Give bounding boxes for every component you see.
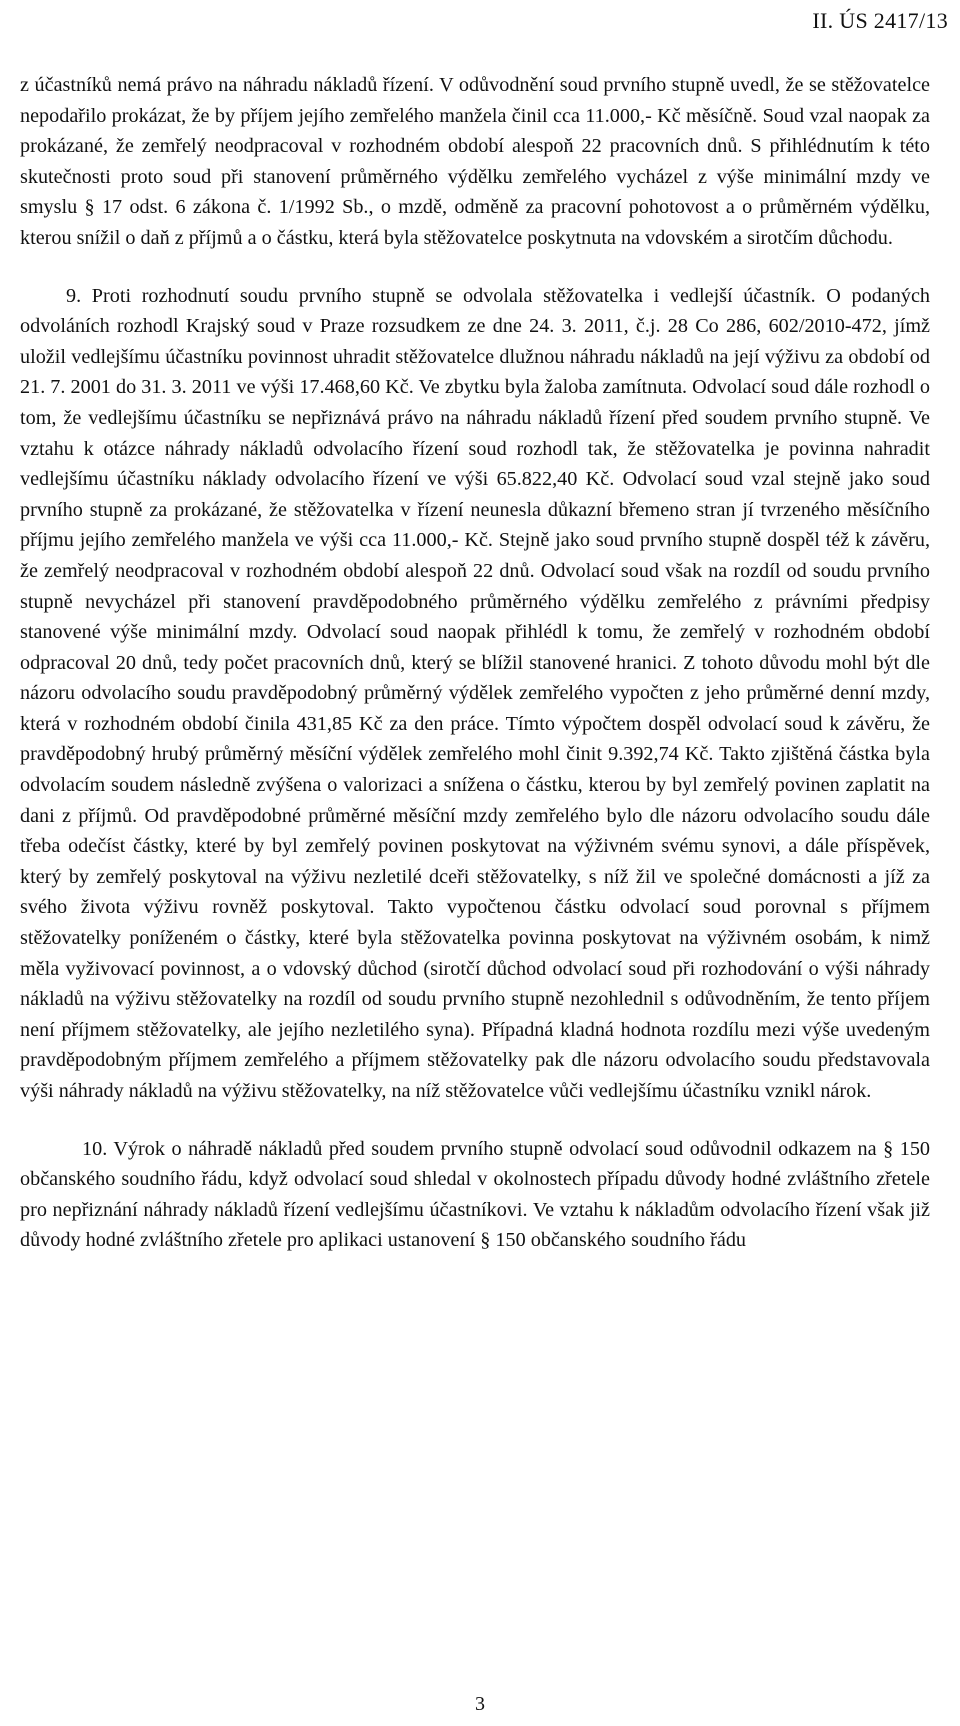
paragraph-9: 9. Proti rozhodnutí soudu prvního stupně se odvolala stěžovatelka i vedlejší účastník. O podaných odvoláních rozhodl Krajský soud v Praze rozsudkem ze dne 24. 3. 2011, č.j. 28 Co 286, 602/2010-472, jímž uložil vedlejšímu účastníku povinnost uhradit stěžovatelce dlužnou náhradu nákladů na její výživu za období od 21. 7. 2001 do 31. 3. 2011 ve výši 17.468,60 Kč. Ve zbytku byla žaloba zamítnuta. Odvolací soud dále rozhodl o tom, že vedlejšímu účastníku se nepřiznává právo na náhradu nákladů řízení před soudem prvního stupně. Ve vztahu k otázce náhrady nákladů odvolacího řízení soud rozhodl tak, že stěžovatelka je povinna nahradit vedlejšímu účastníku náklady odvolacího řízení ve výši 65.822,40 Kč. Odvolací soud vzal stejně jako soud prvního stupně za prokázané, že stěžovatelka v řízení neunesla důkazní břemeno stran jí tvrzeného měsíčního příjmu jejího zemřelého manžela ve výši cca 11.000,- Kč. Stejně jako soud prvního stupně dospěl též k závěru, že zemřelý neodpracoval v rozhodném období alespoň 22 dnů. Odvolací soud však na rozdíl od soudu prvního stupně nevycházel při stanovení pravděpodobného průměrného výdělku zemřelého z právními předpisy stanovené výše minimální mzdy. Odvolací soud naopak přihlédl k tomu, že zemřelý v rozhodném období odpracoval 20 dnů, tedy počet pracovních dnů, který se blížil stanovené hranici. Z tohoto důvodu mohl být dle názoru odvolacího soudu pravděpodobný průměrný výdělek zemřelého vypočten z jeho průměrné denní mzdy, která v rozhodném období činila 431,85 Kč za den práce. Tímto výpočtem dospěl odvolací soud k závěru, že pravděpodobný hrubý průměrný měsíční výdělek zemřelého mohl činit 9.392,74 Kč. Takto zjištěná částka byla odvolacím soudem následně zvýšena o valorizaci a snížena o částku, kterou by byl zemřelý povinen zaplatit na dani z příjmů. Od pravděpodobné průměrné měsíční mzdy zemřelého bylo dle názoru odvolacího soudu dále třeba odečíst částky, které by byl zemřelý povinen poskytovat na výživném svému synovi, a dále příspěvek, který by zemřelý poskytoval na výživu nezletilé dceři stěžovatelky, s níž žil ve společné domácnosti a jíž za svého života výživu rovněž poskytoval. Takto vypočtenou částku odvolací soud porovnal s příjmem stěžovatelky poníženém o částky, které byla stěžovatelka povinna poskytovat na výživném osobám, k nimž měla vyživovací povinnost, a o vdovský důchod (sirotčí důchod odvolací soud při rozhodování o výši náhrady nákladů na výživu stěžovatelky na rozdíl od soudu prvního stupně nezohlednil s odůvodněním, že tento příjem není příjmem stěžovatelky, ale jejího nezletilého syna). Případná kladná hodnota rozdílu mezi výše uvedeným pravděpodobným příjmem zemřelého a příjmem stěžovatelky pak dle názoru odvolacího soudu představovala výši náhrady nákladů na výživu stěžovatelky, na níž stěžovatelce vůči vedlejšímu účastníku vznikl nárok. (20, 284, 930, 1102)
paragraph-8-continued: z účastníků nemá právo na náhradu nákladů řízení. V odůvodnění soud prvního stupně uvedl, že se stěžovatelce nepodařilo prokázat, že by příjem jejího zemřelého manžela činil cca 11.000,- Kč měsíčně. Soud vzal naopak za prokázané, že zemřelý neodpracoval v rozhodném období alespoň 22 pracovních dnů. S přihlédnutím k této skutečnosti proto soud při stanovení průměrného výdělku zemřelého vycházel z výše minimální mzdy ve smyslu § 17 odst. 6 zákona č. 1/1992 Sb., o mzdě, odměně za pracovní pohotovost a o průměrném výdělku, kterou snížil o daň z příjmů a o částku, která byla stěžovatelce poskytnuta na vdovském a sirotčím důchodu. (20, 74, 930, 249)
case-number-header: II. ÚS 2417/13 (812, 8, 948, 33)
paragraph-gap (20, 1107, 930, 1134)
document-body (20, 70, 930, 1256)
page-number: 3 (475, 1693, 485, 1715)
paragraph-10: 10. Výrok o náhradě nákladů před soudem prvního stupně odvolací soud odůvodnil odkazem na § 150 občanského soudního řádu, když odvolací soud shledal v okolnostech případu důvody hodné zvláštního zřetele pro nepřiznání náhrady nákladů řízení vedlejšímu účastníkovi. Ve vztahu k nákladům odvolacího řízení však již důvody hodné zvláštního zřetele pro aplikaci ustanovení § 150 občanského soudního řádu (20, 1137, 930, 1252)
paragraph-gap (20, 254, 930, 281)
